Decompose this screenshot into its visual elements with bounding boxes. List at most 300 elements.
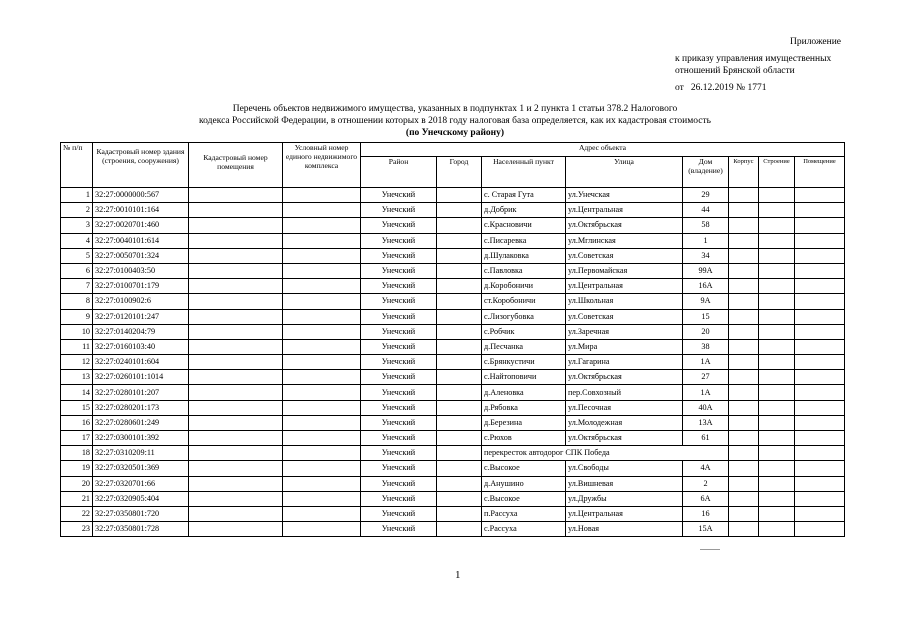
complex-cell <box>283 248 361 263</box>
row-number: 14 <box>61 385 93 400</box>
house-cell: 6А <box>683 491 729 506</box>
district-cell: Унечский <box>361 203 437 218</box>
korpus-cell <box>729 415 759 430</box>
street-cell: ул.Центральная <box>566 506 683 521</box>
korpus-cell <box>729 324 759 339</box>
building-cell <box>759 263 795 278</box>
order-date-prefix: от <box>675 83 684 93</box>
order-date: 26.12.2019 <box>690 83 734 93</box>
building-cad-cell: 32:27:0160103:40 <box>93 339 189 354</box>
row-number: 12 <box>61 355 93 370</box>
table-row <box>61 355 845 370</box>
room-cell <box>795 522 845 537</box>
district-cell: Унечский <box>361 309 437 324</box>
house-cell: 1А <box>683 355 729 370</box>
korpus-cell <box>729 309 759 324</box>
building-cell <box>759 355 795 370</box>
settlement-cell: ст.Коробоничи <box>482 294 566 309</box>
city-cell <box>437 309 482 324</box>
title-line-2: кодекса Российской Федерации, в отношении которых в 2018 году налоговая база определяется, как их кадастровая стоимость <box>199 116 711 126</box>
building-cad-cell: 32:27:0280201:173 <box>93 400 189 415</box>
complex-cell <box>283 522 361 537</box>
street-cell: ул.Центральная <box>566 203 683 218</box>
order-date-line <box>675 82 766 94</box>
korpus-cell <box>729 431 759 446</box>
building-cad-cell: 32:27:0120101:247 <box>93 309 189 324</box>
city-cell <box>437 233 482 248</box>
row-number: 9 <box>61 309 93 324</box>
street-cell: ул.Советская <box>566 248 683 263</box>
property-table <box>60 142 845 537</box>
room-cad-cell <box>189 355 283 370</box>
street-cell: ул.Советская <box>566 309 683 324</box>
col-header-num: № п/п <box>61 143 93 188</box>
city-cell <box>437 400 482 415</box>
korpus-cell <box>729 476 759 491</box>
house-cell: 38 <box>683 339 729 354</box>
room-cad-cell <box>189 415 283 430</box>
room-cad-cell <box>189 263 283 278</box>
row-number: 21 <box>61 491 93 506</box>
district-cell: Унечский <box>361 385 437 400</box>
street-cell: пер.Совхозный <box>566 385 683 400</box>
page-number: 1 <box>455 569 461 581</box>
city-cell <box>437 203 482 218</box>
complex-cell <box>283 461 361 476</box>
settlement-cell: с.Павловка <box>482 263 566 278</box>
building-cell <box>759 431 795 446</box>
building-cell <box>759 476 795 491</box>
korpus-cell <box>729 339 759 354</box>
room-cad-cell <box>189 370 283 385</box>
complex-cell <box>283 294 361 309</box>
korpus-cell <box>729 218 759 233</box>
order-line-2: отношений Брянской области <box>675 66 795 76</box>
table-row <box>61 294 845 309</box>
col-header-complex: Условный номер единого недвижимого комплекса <box>283 143 361 188</box>
row-number: 17 <box>61 431 93 446</box>
house-cell: 2 <box>683 476 729 491</box>
settlement-cell: с. Старая Гута <box>482 188 566 203</box>
settlement-cell: д.Аленовка <box>482 385 566 400</box>
room-cell <box>795 446 845 461</box>
korpus-cell <box>729 263 759 278</box>
complex-cell <box>283 218 361 233</box>
house-cell: 15А <box>683 522 729 537</box>
complex-cell <box>283 491 361 506</box>
col-header-city: Город <box>437 157 482 188</box>
district-cell: Унечский <box>361 355 437 370</box>
table-row <box>61 263 845 278</box>
district-cell: Унечский <box>361 263 437 278</box>
row-number: 19 <box>61 461 93 476</box>
table-row <box>61 218 845 233</box>
district-cell: Унечский <box>361 324 437 339</box>
table-row <box>61 279 845 294</box>
settlement-cell: с.Рюхов <box>482 431 566 446</box>
street-cell: ул.Унечская <box>566 188 683 203</box>
building-cad-cell: 32:27:0000000:567 <box>93 188 189 203</box>
row-number: 13 <box>61 370 93 385</box>
house-cell: 29 <box>683 188 729 203</box>
district-cell: Унечский <box>361 370 437 385</box>
street-cell: ул.Песочная <box>566 400 683 415</box>
city-cell <box>437 339 482 354</box>
district-cell: Унечский <box>361 400 437 415</box>
district-cell: Унечский <box>361 248 437 263</box>
room-cell <box>795 309 845 324</box>
room-cad-cell <box>189 279 283 294</box>
room-cell <box>795 294 845 309</box>
house-cell: 40А <box>683 400 729 415</box>
city-cell <box>437 476 482 491</box>
building-cad-cell: 32:27:0100701:179 <box>93 279 189 294</box>
table-row <box>61 309 845 324</box>
row-number: 16 <box>61 415 93 430</box>
house-cell: 1 <box>683 233 729 248</box>
complex-cell <box>283 355 361 370</box>
settlement-cell: перекресток автодорог СПК Победа <box>482 446 729 461</box>
street-cell: ул.Гагарина <box>566 355 683 370</box>
building-cell <box>759 370 795 385</box>
korpus-cell <box>729 400 759 415</box>
building-cell <box>759 506 795 521</box>
table-row <box>61 476 845 491</box>
row-number: 6 <box>61 263 93 278</box>
building-cell <box>759 294 795 309</box>
room-cad-cell <box>189 233 283 248</box>
korpus-cell <box>729 203 759 218</box>
korpus-cell <box>729 233 759 248</box>
complex-cell <box>283 446 361 461</box>
room-cad-cell <box>189 203 283 218</box>
settlement-cell: д.Рябовка <box>482 400 566 415</box>
table-row <box>61 400 845 415</box>
row-number: 4 <box>61 233 93 248</box>
room-cell <box>795 385 845 400</box>
col-header-address: Адрес объекта <box>361 143 845 157</box>
table-row <box>61 461 845 476</box>
korpus-cell <box>729 294 759 309</box>
korpus-cell <box>729 188 759 203</box>
table-row <box>61 188 845 203</box>
building-cad-cell: 32:27:0280601:249 <box>93 415 189 430</box>
district-cell: Унечский <box>361 431 437 446</box>
settlement-cell: с.Красновичи <box>482 218 566 233</box>
settlement-cell: с.Писаревка <box>482 233 566 248</box>
city-cell <box>437 491 482 506</box>
col-header-district: Район <box>361 157 437 188</box>
district-cell: Унечский <box>361 461 437 476</box>
room-cad-cell <box>189 522 283 537</box>
margin-mark <box>700 549 720 550</box>
korpus-cell <box>729 446 759 461</box>
district-cell: Унечский <box>361 188 437 203</box>
house-cell: 99А <box>683 263 729 278</box>
house-cell: 44 <box>683 203 729 218</box>
row-number: 23 <box>61 522 93 537</box>
city-cell <box>437 461 482 476</box>
city-cell <box>437 355 482 370</box>
col-header-room: Помещение <box>795 157 845 188</box>
street-cell: ул.Заречная <box>566 324 683 339</box>
table-row <box>61 385 845 400</box>
complex-cell <box>283 188 361 203</box>
district-cell: Унечский <box>361 279 437 294</box>
complex-cell <box>283 233 361 248</box>
city-cell <box>437 294 482 309</box>
title-line-3: (по Унечскому району) <box>405 128 505 138</box>
building-cad-cell: 32:27:0320501:369 <box>93 461 189 476</box>
building-cell <box>759 400 795 415</box>
district-cell: Унечский <box>361 415 437 430</box>
street-cell: ул.Октябрьская <box>566 370 683 385</box>
settlement-cell: с.Рассуха <box>482 522 566 537</box>
building-cad-cell: 32:27:0040101:614 <box>93 233 189 248</box>
building-cell <box>759 188 795 203</box>
city-cell <box>437 263 482 278</box>
korpus-cell <box>729 506 759 521</box>
complex-cell <box>283 431 361 446</box>
settlement-cell: с.Лизогубовка <box>482 309 566 324</box>
row-number: 3 <box>61 218 93 233</box>
building-cad-cell: 32:27:0020701:460 <box>93 218 189 233</box>
room-cad-cell <box>189 309 283 324</box>
korpus-cell <box>729 522 759 537</box>
building-cad-cell: 32:27:0240101:604 <box>93 355 189 370</box>
table-row <box>61 203 845 218</box>
table-row <box>61 370 845 385</box>
room-cad-cell <box>189 400 283 415</box>
row-number: 20 <box>61 476 93 491</box>
table-row <box>61 248 845 263</box>
settlement-cell: с.Высокое <box>482 491 566 506</box>
table-row <box>61 324 845 339</box>
room-cell <box>795 431 845 446</box>
street-cell: ул.Вишневая <box>566 476 683 491</box>
order-line-1: к приказу управления имущественных <box>675 54 832 64</box>
house-cell: 20 <box>683 324 729 339</box>
building-cell <box>759 491 795 506</box>
col-header-house: Дом (владение) <box>683 157 729 188</box>
building-cad-cell: 32:27:0050701:324 <box>93 248 189 263</box>
table-row <box>61 415 845 430</box>
city-cell <box>437 279 482 294</box>
complex-cell <box>283 203 361 218</box>
table-row <box>61 506 845 521</box>
room-cad-cell <box>189 506 283 521</box>
house-cell: 58 <box>683 218 729 233</box>
col-header-building-cad: Кадастровый номер здания (строения, сооружения) <box>93 143 189 188</box>
complex-cell <box>283 309 361 324</box>
room-cad-cell <box>189 446 283 461</box>
col-header-korpus: Корпус <box>729 157 759 188</box>
order-number-prefix: № <box>736 83 746 93</box>
building-cell <box>759 218 795 233</box>
street-cell: ул.Октябрьская <box>566 431 683 446</box>
room-cell <box>795 248 845 263</box>
room-cell <box>795 324 845 339</box>
room-cell <box>795 355 845 370</box>
district-cell: Унечский <box>361 476 437 491</box>
col-header-room-cad: Кадастровый номер помещения <box>189 143 283 188</box>
building-cad-cell: 32:27:0260101:1014 <box>93 370 189 385</box>
district-cell: Унечский <box>361 446 437 461</box>
room-cell <box>795 461 845 476</box>
district-cell: Унечский <box>361 506 437 521</box>
city-cell <box>437 446 482 461</box>
building-cell <box>759 522 795 537</box>
complex-cell <box>283 370 361 385</box>
row-number: 22 <box>61 506 93 521</box>
building-cad-cell: 32:27:0350801:728 <box>93 522 189 537</box>
building-cell <box>759 248 795 263</box>
korpus-cell <box>729 355 759 370</box>
settlement-cell: д.Коробоничи <box>482 279 566 294</box>
district-cell: Унечский <box>361 294 437 309</box>
house-cell: 34 <box>683 248 729 263</box>
building-cad-cell: 32:27:0140204:79 <box>93 324 189 339</box>
settlement-cell: д.Березина <box>482 415 566 430</box>
district-cell: Унечский <box>361 339 437 354</box>
room-cell <box>795 400 845 415</box>
street-cell: ул.Мглинская <box>566 233 683 248</box>
district-cell: Унечский <box>361 522 437 537</box>
street-cell: ул.Центральная <box>566 279 683 294</box>
complex-cell <box>283 385 361 400</box>
house-cell: 4А <box>683 461 729 476</box>
street-cell: ул.Мира <box>566 339 683 354</box>
street-cell: ул.Молодежная <box>566 415 683 430</box>
building-cad-cell: 32:27:0300101:392 <box>93 431 189 446</box>
settlement-cell: с.Брянкустичи <box>482 355 566 370</box>
row-number: 11 <box>61 339 93 354</box>
room-cell <box>795 263 845 278</box>
building-cell <box>759 385 795 400</box>
room-cell <box>795 476 845 491</box>
room-cell <box>795 370 845 385</box>
street-cell: ул.Дружбы <box>566 491 683 506</box>
complex-cell <box>283 400 361 415</box>
table-row <box>61 446 845 461</box>
city-cell <box>437 506 482 521</box>
complex-cell <box>283 279 361 294</box>
complex-cell <box>283 263 361 278</box>
building-cad-cell: 32:27:0320905:404 <box>93 491 189 506</box>
room-cad-cell <box>189 218 283 233</box>
korpus-cell <box>729 370 759 385</box>
room-cad-cell <box>189 339 283 354</box>
settlement-cell: д.Добрик <box>482 203 566 218</box>
row-number: 15 <box>61 400 93 415</box>
building-cell <box>759 203 795 218</box>
house-cell: 13А <box>683 415 729 430</box>
street-cell: ул.Новая <box>566 522 683 537</box>
complex-cell <box>283 415 361 430</box>
city-cell <box>437 188 482 203</box>
row-number: 18 <box>61 446 93 461</box>
room-cad-cell <box>189 248 283 263</box>
building-cad-cell: 32:27:0320701:66 <box>93 476 189 491</box>
house-cell: 27 <box>683 370 729 385</box>
table-row <box>61 233 845 248</box>
korpus-cell <box>729 248 759 263</box>
city-cell <box>437 218 482 233</box>
building-cad-cell: 32:27:0280101:207 <box>93 385 189 400</box>
complex-cell <box>283 339 361 354</box>
row-number: 2 <box>61 203 93 218</box>
district-cell: Унечский <box>361 233 437 248</box>
room-cell <box>795 279 845 294</box>
building-cad-cell: 32:27:0350801:720 <box>93 506 189 521</box>
col-header-settlement: Населенный пункт <box>482 157 566 188</box>
room-cad-cell <box>189 294 283 309</box>
building-cell <box>759 461 795 476</box>
room-cell <box>795 203 845 218</box>
settlement-cell: с.Робчик <box>482 324 566 339</box>
building-cell <box>759 279 795 294</box>
table-row <box>61 522 845 537</box>
room-cell <box>795 339 845 354</box>
building-cad-cell: 32:27:0100403:50 <box>93 263 189 278</box>
room-cell <box>795 233 845 248</box>
settlement-cell: с.Найтоповичи <box>482 370 566 385</box>
city-cell <box>437 248 482 263</box>
street-cell: ул.Первомайская <box>566 263 683 278</box>
room-cad-cell <box>189 188 283 203</box>
room-cad-cell <box>189 461 283 476</box>
house-cell: 15 <box>683 309 729 324</box>
table-row <box>61 339 845 354</box>
row-number: 5 <box>61 248 93 263</box>
city-cell <box>437 324 482 339</box>
city-cell <box>437 385 482 400</box>
room-cad-cell <box>189 431 283 446</box>
col-header-street: Улица <box>566 157 683 188</box>
city-cell <box>437 370 482 385</box>
room-cell <box>795 218 845 233</box>
table-row <box>61 491 845 506</box>
building-cell <box>759 339 795 354</box>
korpus-cell <box>729 461 759 476</box>
building-cad-cell: 32:27:0010101:164 <box>93 203 189 218</box>
row-number: 8 <box>61 294 93 309</box>
korpus-cell <box>729 491 759 506</box>
table-row <box>61 431 845 446</box>
col-header-building: Строение <box>759 157 795 188</box>
room-cad-cell <box>189 491 283 506</box>
building-cell <box>759 415 795 430</box>
title-line-1: Перечень объектов недвижимого имущества, указанных в подпунктах 1 и 2 пункта 1 статьи 378.2 Налогового <box>232 104 678 114</box>
row-number: 10 <box>61 324 93 339</box>
room-cell <box>795 415 845 430</box>
house-cell: 1А <box>683 385 729 400</box>
house-cell: 9А <box>683 294 729 309</box>
appendix-label: Приложение <box>790 37 841 47</box>
room-cad-cell <box>189 324 283 339</box>
room-cell <box>795 506 845 521</box>
settlement-cell: п.Рассуха <box>482 506 566 521</box>
building-cell <box>759 324 795 339</box>
district-cell: Унечский <box>361 491 437 506</box>
complex-cell <box>283 324 361 339</box>
row-number: 1 <box>61 188 93 203</box>
row-number: 7 <box>61 279 93 294</box>
street-cell: ул.Свободы <box>566 461 683 476</box>
building-cad-cell: 32:27:0310209:11 <box>93 446 189 461</box>
building-cell <box>759 446 795 461</box>
korpus-cell <box>729 279 759 294</box>
